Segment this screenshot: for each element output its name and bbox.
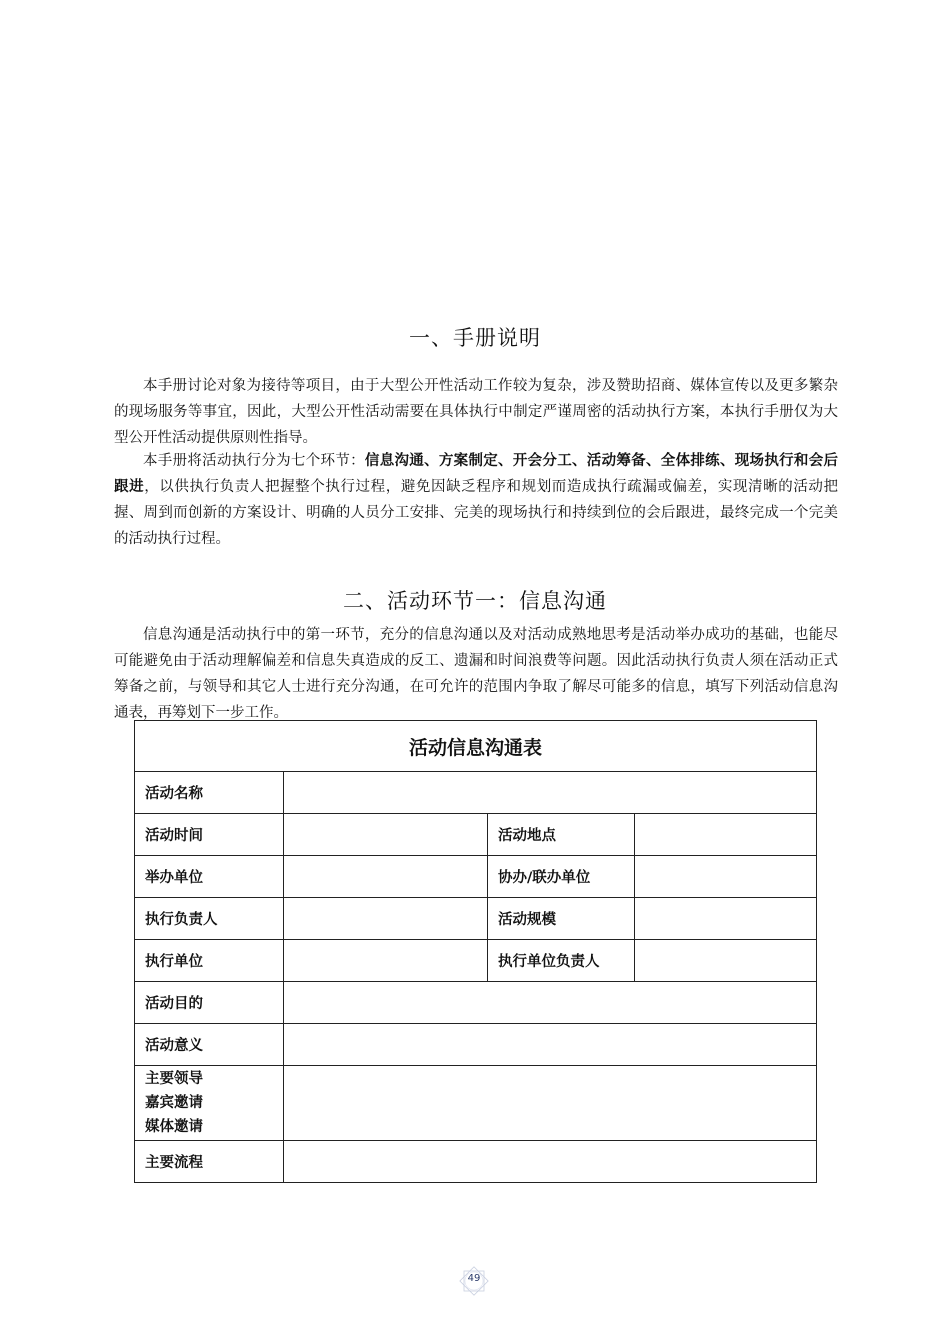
table-title: 活动信息沟通表 <box>135 721 817 772</box>
field-invitations[interactable] <box>284 1066 817 1141</box>
label-activity-meaning: 活动意义 <box>135 1024 284 1066</box>
section2-heading: 二、活动环节一：信息沟通 <box>343 589 607 613</box>
field-activity-location[interactable] <box>635 814 817 856</box>
label-exec-unit: 执行单位 <box>135 940 284 982</box>
page-number-badge <box>455 1265 493 1297</box>
label-invitations <box>135 1066 284 1141</box>
label-activity-time: 活动时间 <box>135 814 284 856</box>
field-activity-purpose[interactable] <box>284 982 817 1024</box>
field-co-host-unit[interactable] <box>635 856 817 898</box>
label-activity-purpose: 活动目的 <box>135 982 284 1024</box>
field-main-process[interactable] <box>284 1141 817 1183</box>
label-host-unit: 举办单位 <box>135 856 284 898</box>
label-main-process: 主要流程 <box>135 1141 284 1183</box>
field-exec-unit-head[interactable] <box>635 940 817 982</box>
para2-rest: ，以供执行负责人把握整个执行过程，避免因缺乏程序和规划而造成执行疏漏或偏差，实现清晰的活动把握、周到而创新的方案设计、明确的人员分工安排、完美的现场执行和持续到位的会后跟进，最终完成一个完美的活动执行过程。 <box>114 479 839 547</box>
field-host-unit[interactable] <box>284 856 488 898</box>
section1-paragraph-2 <box>114 448 838 552</box>
label-exec-unit-head: 执行单位负责人 <box>488 940 635 982</box>
field-exec-head[interactable] <box>284 898 488 940</box>
field-activity-time[interactable] <box>284 814 488 856</box>
section2-paragraph: 信息沟通是活动执行中的第一环节，充分的信息沟通以及对活动成熟地思考是活动举办成功的基础，也能尽可能避免由于活动理解偏差和信息失真造成的反工、遗漏和时间浪费等问题。因此活动执行负责人须在活动正式筹备之前，与领导和其它人士进行充分沟通，在可允许的范围内争取了解尽可能多的信息，填写下列活动信息沟通表，再筹划下一步工作。 <box>114 627 838 721</box>
field-activity-meaning[interactable] <box>284 1024 817 1066</box>
label-invite-leaders: 主要领导 <box>145 1071 203 1087</box>
label-co-host-unit: 协办/联办单位 <box>488 856 635 898</box>
field-activity-scale[interactable] <box>635 898 817 940</box>
label-activity-location: 活动地点 <box>488 814 635 856</box>
para2-intro: 本手册将活动执行分为七个环节： <box>143 453 365 469</box>
section1-heading: 一、手册说明 <box>409 326 541 350</box>
activity-info-table <box>134 720 817 1183</box>
label-activity-scale: 活动规模 <box>488 898 635 940</box>
label-activity-name: 活动名称 <box>135 772 284 814</box>
para2-stages: 信息沟通、方案制定、开会分工、活动筹备、全体排练、现场执行和会后跟进 <box>114 453 839 495</box>
label-exec-head: 执行负责人 <box>135 898 284 940</box>
page-number: 49 <box>467 1273 481 1284</box>
section1-paragraph-1: 本手册讨论对象为接待等项目，由于大型公开性活动工作较为复杂，涉及赞助招商、媒体宣传以及更多繁杂的现场服务等事宜，因此，大型公开性活动需要在具体执行中制定严谨周密的活动执行方案，本执行手册仅为大型公开性活动提供原则性指导。 <box>114 378 838 446</box>
label-invite-guests: 嘉宾邀请 <box>145 1095 203 1111</box>
field-activity-name[interactable] <box>284 772 817 814</box>
label-invite-media: 媒体邀请 <box>145 1119 203 1135</box>
field-exec-unit[interactable] <box>284 940 488 982</box>
